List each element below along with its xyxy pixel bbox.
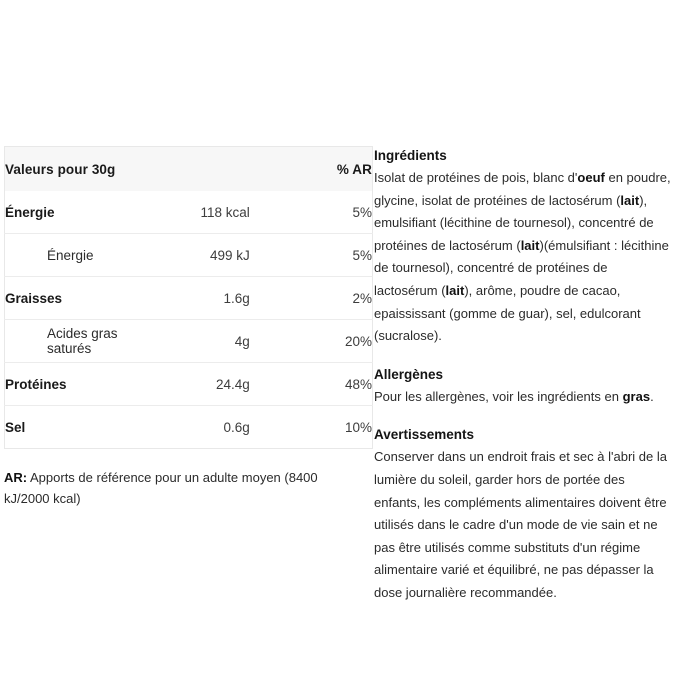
reference-intake-footnote — [4, 467, 354, 509]
allergen-highlight: gras — [622, 388, 651, 404]
table-row — [5, 277, 373, 320]
nutrient-percent: 5% — [352, 247, 372, 263]
nutrient-value: 499 kJ — [210, 247, 250, 263]
content-columns — [0, 146, 700, 605]
text-run: . — [650, 388, 654, 404]
product-info-column — [374, 146, 700, 605]
nutrition-facts-table — [4, 146, 373, 449]
table-header-row — [5, 147, 373, 192]
text-run: Pour les allergènes, voir les ingrédients en — [374, 388, 623, 404]
table-header-serving-label: Valeurs pour 30g — [5, 161, 116, 177]
allergen-highlight: lait — [620, 192, 640, 208]
allergen-highlight: oeuf — [577, 170, 605, 185]
allergen-highlight: lait — [445, 282, 465, 298]
table-header-percent-label: % AR — [336, 161, 372, 177]
text-run: ), arôme, poudre de cacao, epaississant (gomme de guar), sel, edulcorant (sucralose). — [374, 282, 641, 344]
table-row — [5, 363, 373, 406]
nutrient-percent: 2% — [352, 290, 372, 306]
nutrient-percent: 10% — [344, 419, 372, 435]
nutrition-column — [0, 146, 374, 509]
text-run: Conserver dans un endroit frais et sec à l'abri de la lumière du soleil, garder hors de portée des enfants, les compléments alimentaires doivent être utilisés dans le cadre d'un mode de vie sain et ne pas être utilisés comme substituts d'un régime alimentaire varié et équilibré, ne pas dépasser la dose journalière recommandée. — [374, 449, 667, 600]
allergens-heading: Allergènes — [374, 366, 444, 382]
allergen-highlight: lait — [520, 237, 540, 253]
footnote-text: Apports de référence pour un adulte moyen (8400 kJ/2000 kcal) — [4, 470, 318, 506]
text-run: )(émulsifiant : lécithine de tournesol), concentré de protéines de lactosérum ( — [374, 237, 669, 298]
nutrient-value: 1.6g — [223, 290, 250, 306]
text-run: en poudre, glycine, isolat de protéines de lactosérum ( — [374, 170, 671, 208]
warnings-heading: Avertissements — [374, 427, 475, 443]
nutrient-sub-label: Énergie — [47, 247, 94, 263]
nutrient-percent: 5% — [352, 204, 372, 220]
allergens-text — [374, 386, 674, 409]
ingredients-text — [374, 167, 674, 348]
nutrient-percent: 48% — [344, 376, 372, 392]
table-body — [5, 191, 373, 449]
nutrient-value: 4g — [234, 333, 250, 349]
nutrient-label: Graisses — [5, 290, 63, 306]
nutrient-percent: 20% — [344, 333, 372, 349]
text-run: Isolat de protéines de pois, blanc d' — [374, 170, 578, 185]
nutrient-value: 0.6g — [223, 419, 250, 435]
nutrient-sub-label: Acides gras saturés — [47, 326, 118, 356]
table-header — [5, 147, 373, 192]
ingredients-heading: Ingrédients — [374, 148, 447, 163]
table-row — [5, 406, 373, 449]
nutrient-label: Protéines — [5, 376, 67, 392]
table-row — [5, 234, 373, 277]
table-row — [5, 320, 373, 363]
nutrient-value: 24.4g — [216, 376, 250, 392]
footnote-prefix: AR: — [4, 470, 28, 485]
text-run: ), emulsifiant (lécithine de tournesol), concentré de protéines de lactosérum ( — [374, 192, 654, 253]
nutrient-value: 118 kcal — [200, 204, 250, 220]
warnings-text — [374, 446, 674, 604]
nutrient-label: Sel — [5, 419, 26, 435]
nutrient-label: Énergie — [5, 204, 55, 220]
table-row — [5, 191, 373, 234]
